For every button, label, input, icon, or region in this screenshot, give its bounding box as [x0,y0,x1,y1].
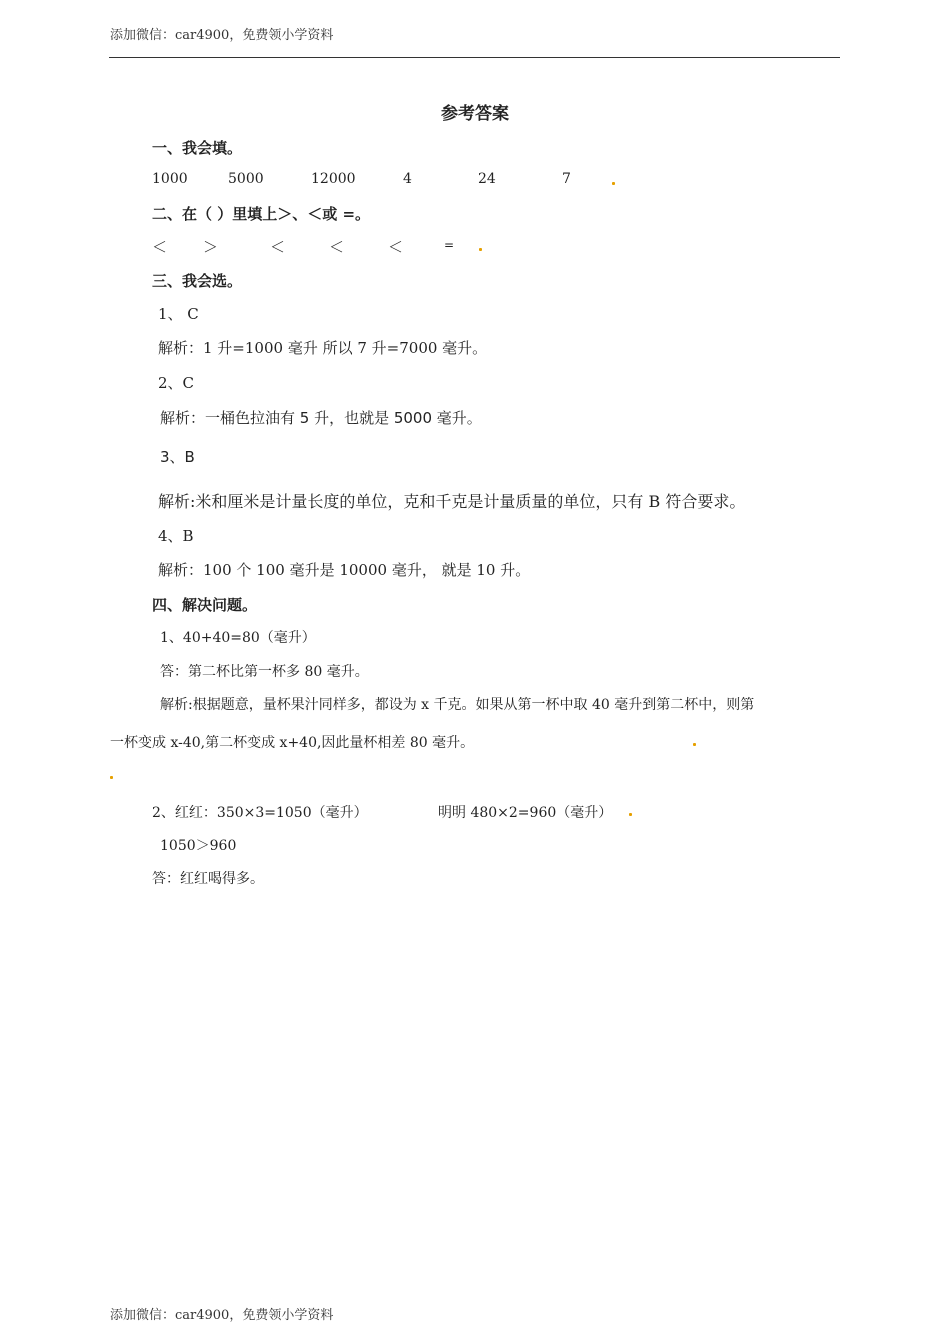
decorative-dot [479,248,482,251]
s3-question-1-analysis: 解析：1 升=1000 毫升 所以 7 升=7000 毫升。 [158,339,488,357]
header-divider [109,57,840,58]
s3-question-2-analysis: 解析：一桶色拉油有 5 升，也就是 5000 毫升。 [160,409,482,427]
section-4-heading: 四、解决问题。 [152,596,258,614]
s2-answer-5: ＜ [388,238,404,256]
s4-problem-1-analysis-line-2: 一杯变成 x-40,第二杯变成 x+40,因此量杯相差 80 毫升。 [110,735,475,751]
s3-question-2: 2、C [158,374,195,392]
s4-problem-1-equation: 1、40+40=80（毫升） [160,630,316,646]
s4-problem-2-compare: 1050＞960 [160,838,237,854]
section-3-heading: 三、我会选。 [152,272,243,290]
s2-answer-4: ＜ [329,238,345,256]
decorative-dot [629,813,632,816]
s4-problem-1-analysis-line-1: 解析:根据题意，量杯果汁同样多，都设为 x 千克。如果从第一杯中取 40 毫升到第二杯中，则第 [160,697,755,713]
s2-answer-3: ＜ [270,238,286,256]
s1-answer-4: 4 [403,171,412,187]
s3-question-1: 1、 C [158,305,199,323]
s1-answer-2: 5000 [228,171,264,187]
s2-answer-6: = [444,238,455,252]
s4-problem-1-answer: 答：第二杯比第一杯多 80 毫升。 [160,664,369,680]
s3-question-3-analysis: 解析:米和厘米是计量长度的单位，克和千克是计量质量的单位，只有 B 符合要求。 [158,492,746,511]
s4-problem-2-ming-equation: 明明 480×2=960（毫升） [438,805,613,821]
s2-answer-2: ＞ [203,238,219,256]
page-title: 参考答案 [441,104,509,124]
s4-problem-2-answer: 答：红红喝得多。 [152,871,264,887]
decorative-dot [110,776,113,779]
s3-question-3: 3、B [160,448,195,466]
s1-answer-6: 7 [562,171,571,187]
s1-answer-3: 12000 [311,171,356,187]
decorative-dot [693,743,696,746]
page-footer: 添加微信：car4900，免费领小学资料 [110,1308,334,1323]
decorative-dot [612,182,615,185]
s3-question-4: 4、B [158,527,194,545]
section-1-heading: 一、我会填。 [152,139,243,157]
s1-answer-1: 1000 [152,171,188,187]
s2-answer-1: ＜ [152,238,168,256]
s3-question-4-analysis: 解析：100 个 100 毫升是 10000 毫升， 就是 10 升。 [158,561,531,579]
s4-problem-2-red-equation: 2、红红：350×3=1050（毫升） [152,805,368,821]
section-2-heading: 二、在（ ）里填上＞、＜或 =。 [152,205,371,223]
s1-answer-5: 24 [478,171,496,187]
page-header: 添加微信：car4900，免费领小学资料 [110,28,334,43]
